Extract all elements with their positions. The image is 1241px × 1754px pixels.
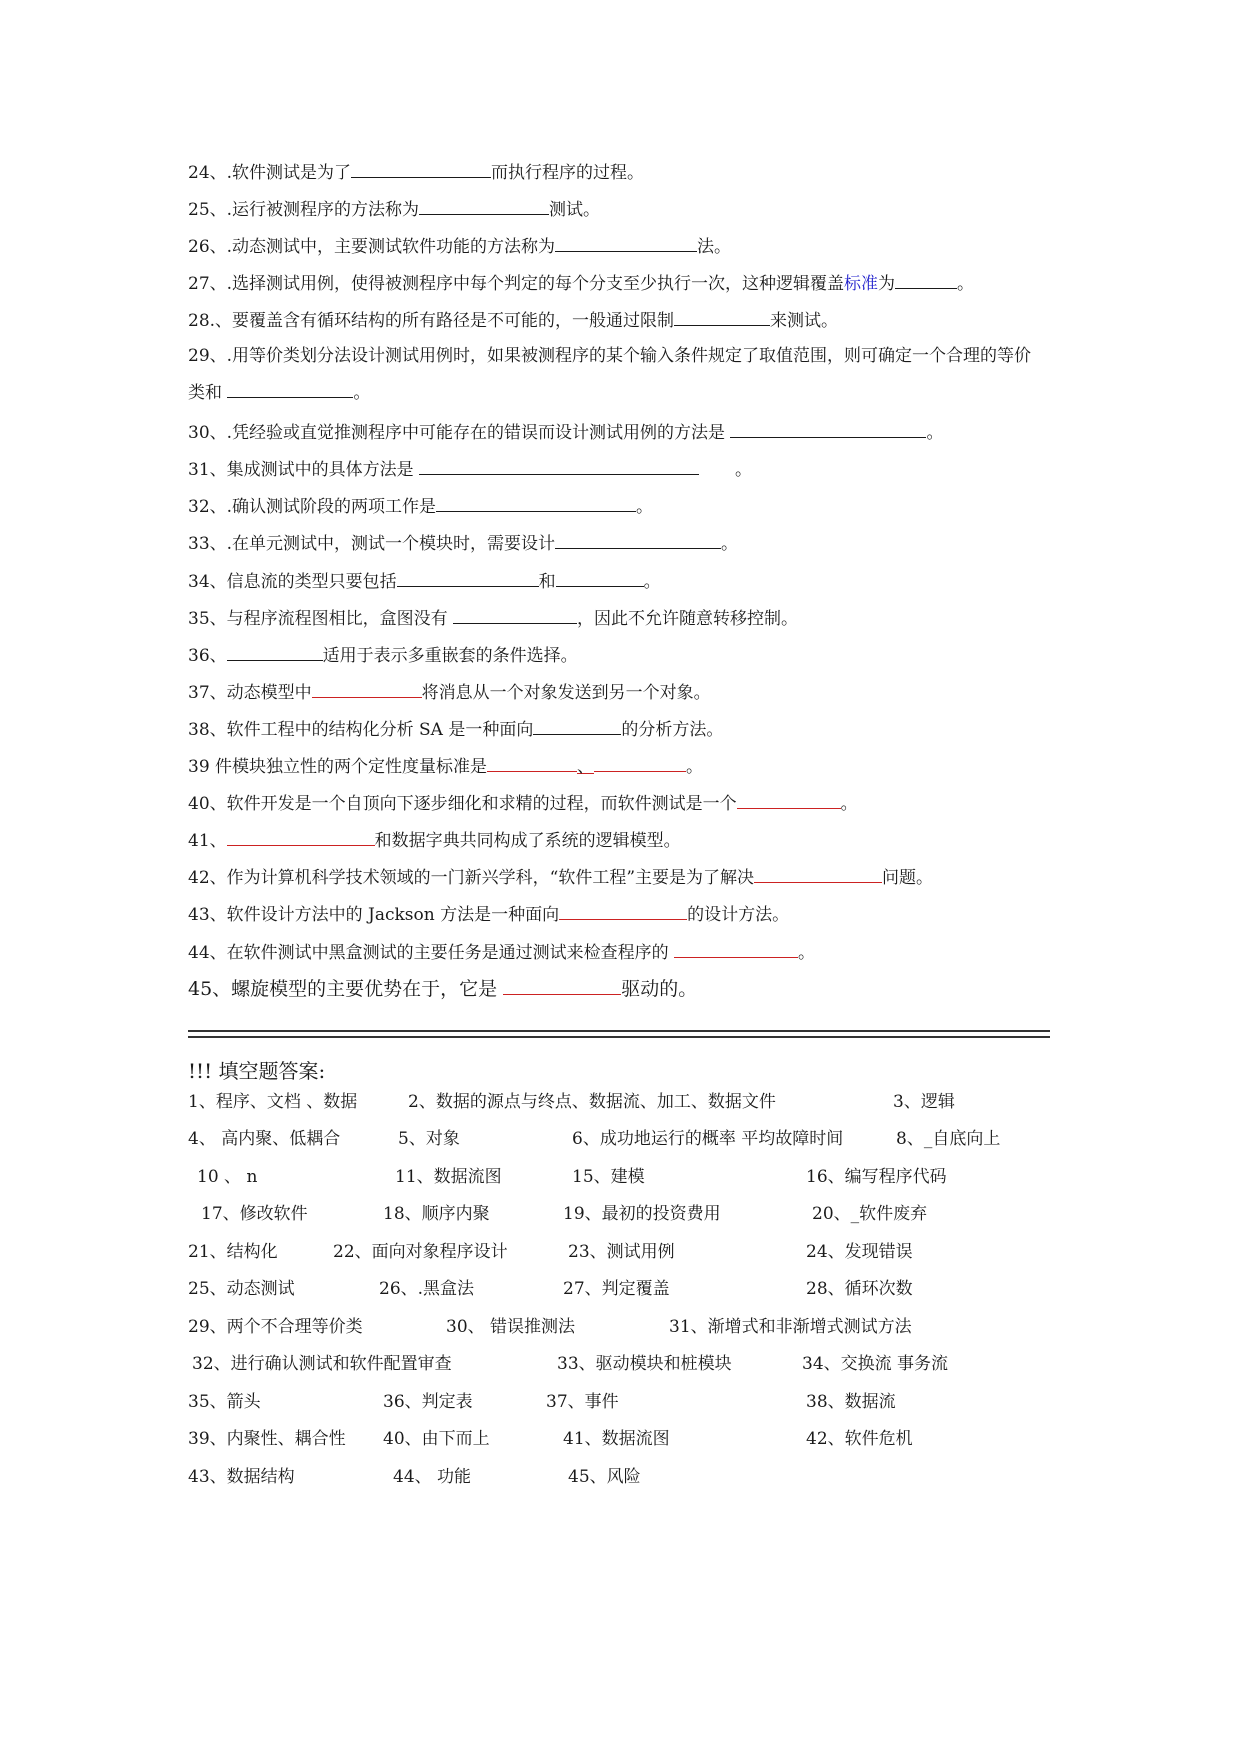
question-36: [188, 642, 1048, 668]
question-text: 。: [957, 274, 975, 294]
answer-row: [0, 1090, 1241, 1116]
answer-blank: [555, 530, 721, 549]
highlighted-word: 标准: [844, 274, 879, 294]
answer-item: 6、成功地运行的概率 平均故障时间: [572, 1129, 844, 1149]
answer-item: 5、对象: [398, 1129, 460, 1149]
answer-item: 17、修改软件: [201, 1204, 308, 1224]
answer-item: 10 、 n: [197, 1167, 258, 1187]
answer-item: 1、程序、文档 、数据: [188, 1092, 358, 1112]
question-text: 的设计方法。: [687, 905, 790, 925]
question-text: 43、软件设计方法中的 Jackson 方法是一种面向: [188, 905, 560, 925]
answer-blank: [895, 270, 957, 289]
answer-row: [0, 1277, 1241, 1303]
answer-blank: [227, 379, 353, 398]
question-text: 25、.运行被测程序的方法称为: [188, 200, 420, 220]
question-25: [188, 196, 1048, 222]
answer-item: 40、由下而上: [383, 1429, 490, 1449]
question-text: 40、软件开发是一个自顶向下逐步细化和求精的过程，而软件测试是一个: [188, 794, 737, 814]
question-text: 。: [686, 757, 704, 777]
question-text: 36、: [188, 646, 227, 666]
question-text: 29、.用等价类划分法设计测试用例时，如果被测程序的某个输入条件规定了取值范围，则可确定一个合理的等价类和: [188, 346, 1032, 403]
answer-blank: [227, 642, 323, 661]
answer-item: 19、最初的投资费用: [563, 1204, 721, 1224]
question-text: 问题。: [882, 868, 934, 888]
answer-row: [0, 1240, 1241, 1266]
question-text: 45、螺旋模型的主要优势在于，它是: [188, 978, 498, 1000]
question-text: 的分析方法。: [621, 720, 724, 740]
answer-blank: [674, 307, 770, 326]
question-38: [188, 716, 1048, 742]
answer-blank: [555, 233, 697, 252]
answer-blank: [312, 679, 422, 698]
answers-title: !!! 填空题答案:: [188, 1059, 326, 1083]
separator-line: [188, 1026, 1050, 1042]
answer-item: 34、交换流 事务流: [802, 1354, 949, 1374]
answer-item: 37、事件: [546, 1392, 619, 1412]
question-text: 35、与程序流程图相比，盒图没有: [188, 609, 448, 629]
answer-item: 33、驱动模块和桩模块: [557, 1354, 732, 1374]
question-27: [188, 270, 1048, 296]
answer-item: 23、测试用例: [568, 1242, 675, 1262]
question-39: [188, 753, 1048, 779]
answer-row: [0, 1165, 1241, 1191]
answer-item: 35、箭头: [188, 1392, 261, 1412]
question-text: 而执行程序的过程。: [491, 163, 645, 183]
question-30: [188, 419, 1048, 445]
question-text: 。: [353, 383, 371, 403]
question-42: [188, 864, 1048, 890]
answer-item: 39、内聚性、耦合性: [188, 1429, 346, 1449]
question-26: [188, 233, 1048, 259]
answer-item: 41、数据流图: [563, 1429, 670, 1449]
question-text: 适用于表示多重嵌套的条件选择。: [322, 646, 578, 666]
answer-item: 32、进行确认测试和软件配置审查: [192, 1354, 452, 1374]
answer-item: 22、面向对象程序设计: [333, 1242, 508, 1262]
question-text: 42、作为计算机科学技术领域的一门新兴学科，“软件工程”主要是为了解决: [188, 868, 755, 888]
question-text: 来测试。: [770, 311, 839, 331]
question-text: 为: [878, 274, 896, 294]
answer-item: 29、两个不合理等价类: [188, 1317, 363, 1337]
question-text: 将消息从一个对象发送到另一个对象。: [421, 683, 711, 703]
question-41: [188, 827, 1048, 853]
question-31: [188, 456, 1048, 482]
question-text: ，因此不允许随意转移控制。: [577, 609, 799, 629]
answer-blank: [594, 753, 686, 772]
question-text: 。: [840, 794, 858, 814]
answer-item: 18、顺序内聚: [383, 1204, 490, 1224]
answer-blank: [351, 159, 491, 178]
answer-item: 31、渐增式和非渐增式测试方法: [669, 1317, 912, 1337]
answer-blank: [436, 493, 636, 512]
answer-blank: [419, 196, 549, 215]
question-text: 驱动的。: [621, 978, 698, 1000]
answer-item: 28、循环次数: [806, 1279, 913, 1299]
answer-item: 36、判定表: [383, 1392, 473, 1412]
question-text: 26、.动态测试中，主要测试软件功能的方法称为: [188, 237, 556, 257]
answer-item: 42、软件危机: [806, 1429, 913, 1449]
answer-item: 25、动态测试: [188, 1279, 295, 1299]
question-text: 。: [926, 423, 944, 443]
question-text: 。: [735, 460, 753, 480]
answer-row: [0, 1390, 1241, 1416]
question-40: [188, 790, 1048, 816]
answer-blank: [227, 827, 375, 846]
answer-item: 27、判定覆盖: [563, 1279, 670, 1299]
answer-item: 8、_自底向上: [896, 1129, 1001, 1149]
answer-item: 2、数据的源点与终点、数据流、加工、数据文件: [408, 1092, 776, 1112]
answer-blank: [453, 605, 577, 624]
answer-blank: [533, 716, 621, 735]
answer-item: 38、数据流: [806, 1392, 896, 1412]
question-text: 33、.在单元测试中，测试一个模块时，需要设计: [188, 534, 556, 554]
answer-blank: [503, 976, 621, 995]
question-45: [188, 976, 1048, 1001]
answer-item: 24、发现错误: [806, 1242, 913, 1262]
answer-row: [0, 1427, 1241, 1453]
answer-item: 26、.黑盒法: [379, 1279, 475, 1299]
question-43: [188, 901, 1048, 927]
question-text: 。: [721, 534, 739, 554]
answer-row: [0, 1352, 1241, 1378]
question-text: 法。: [697, 237, 732, 257]
question-37: [188, 679, 1048, 705]
question-text: 27、.选择测试用例，使得被测程序中每个判定的每个分支至少执行一次，这种逻辑覆盖: [188, 274, 845, 294]
question-text: 。: [636, 497, 654, 517]
answer-item: 16、编写程序代码: [806, 1167, 947, 1187]
answer-item: 30、 错误推测法: [446, 1317, 576, 1337]
answer-item: 44、 功能: [393, 1467, 472, 1487]
answer-blank: [556, 568, 644, 587]
answer-blank: [737, 790, 841, 809]
answer-item: 20、_软件废弃: [812, 1204, 928, 1224]
answer-item: 15、建模: [572, 1167, 645, 1187]
question-text: 。: [643, 572, 661, 592]
answer-item: 21、结构化: [188, 1242, 278, 1262]
question-text: 32、.确认测试阶段的两项工作是: [188, 497, 437, 517]
answer-blank: [559, 901, 687, 920]
answer-item: 45、风险: [568, 1467, 641, 1487]
answer-item: 3、逻辑: [893, 1092, 955, 1112]
question-text: 24、.软件测试是为了: [188, 163, 352, 183]
answer-blank: [397, 568, 539, 587]
question-text: 44、在软件测试中黑盒测试的主要任务是通过测试来检查程序的: [188, 943, 669, 963]
answer-row: [0, 1315, 1241, 1341]
answer-blank: [730, 419, 926, 438]
question-text: 41、: [188, 831, 227, 851]
question-28: [188, 307, 1048, 333]
question-text: 34、信息流的类型只要包括: [188, 572, 397, 592]
question-32: [188, 493, 1048, 519]
answer-item: 11、数据流图: [395, 1167, 502, 1187]
answer-blank: [419, 456, 699, 475]
question-44: [188, 939, 1048, 965]
question-text: 31、集成测试中的具体方法是: [188, 460, 414, 480]
question-24: [188, 159, 1048, 185]
question-text: 。: [798, 943, 816, 963]
question-33: [188, 530, 1048, 556]
answer-blank: [674, 939, 798, 958]
question-text: 28.、要覆盖含有循环结构的所有路径是不可能的，一般通过限制: [188, 311, 675, 331]
question-text: 37、动态模型中: [188, 683, 312, 703]
question-29: [188, 338, 1040, 412]
question-text: 38、软件工程中的结构化分析 SA 是一种面向: [188, 720, 534, 740]
answer-row: [0, 1465, 1241, 1491]
question-text: 测试。: [549, 200, 601, 220]
question-text: 和数据字典共同构成了系统的逻辑模型。: [374, 831, 681, 851]
question-34: [188, 568, 1048, 594]
answer-row: [0, 1127, 1241, 1153]
answer-row: [0, 1202, 1241, 1228]
question-text: 39 件模块独立性的两个定性度量标准是: [188, 757, 488, 777]
question-text: 、: [577, 757, 595, 777]
answer-item: 43、数据结构: [188, 1467, 295, 1487]
question-text: 和: [538, 572, 556, 592]
answer-blank: [754, 864, 882, 883]
question-text: 30、.凭经验或直觉推测程序中可能存在的错误而设计测试用例的方法是: [188, 423, 726, 443]
answer-blank: [487, 753, 577, 772]
answer-item: 4、 高内聚、低耦合: [188, 1129, 341, 1149]
question-35: [188, 605, 1048, 631]
